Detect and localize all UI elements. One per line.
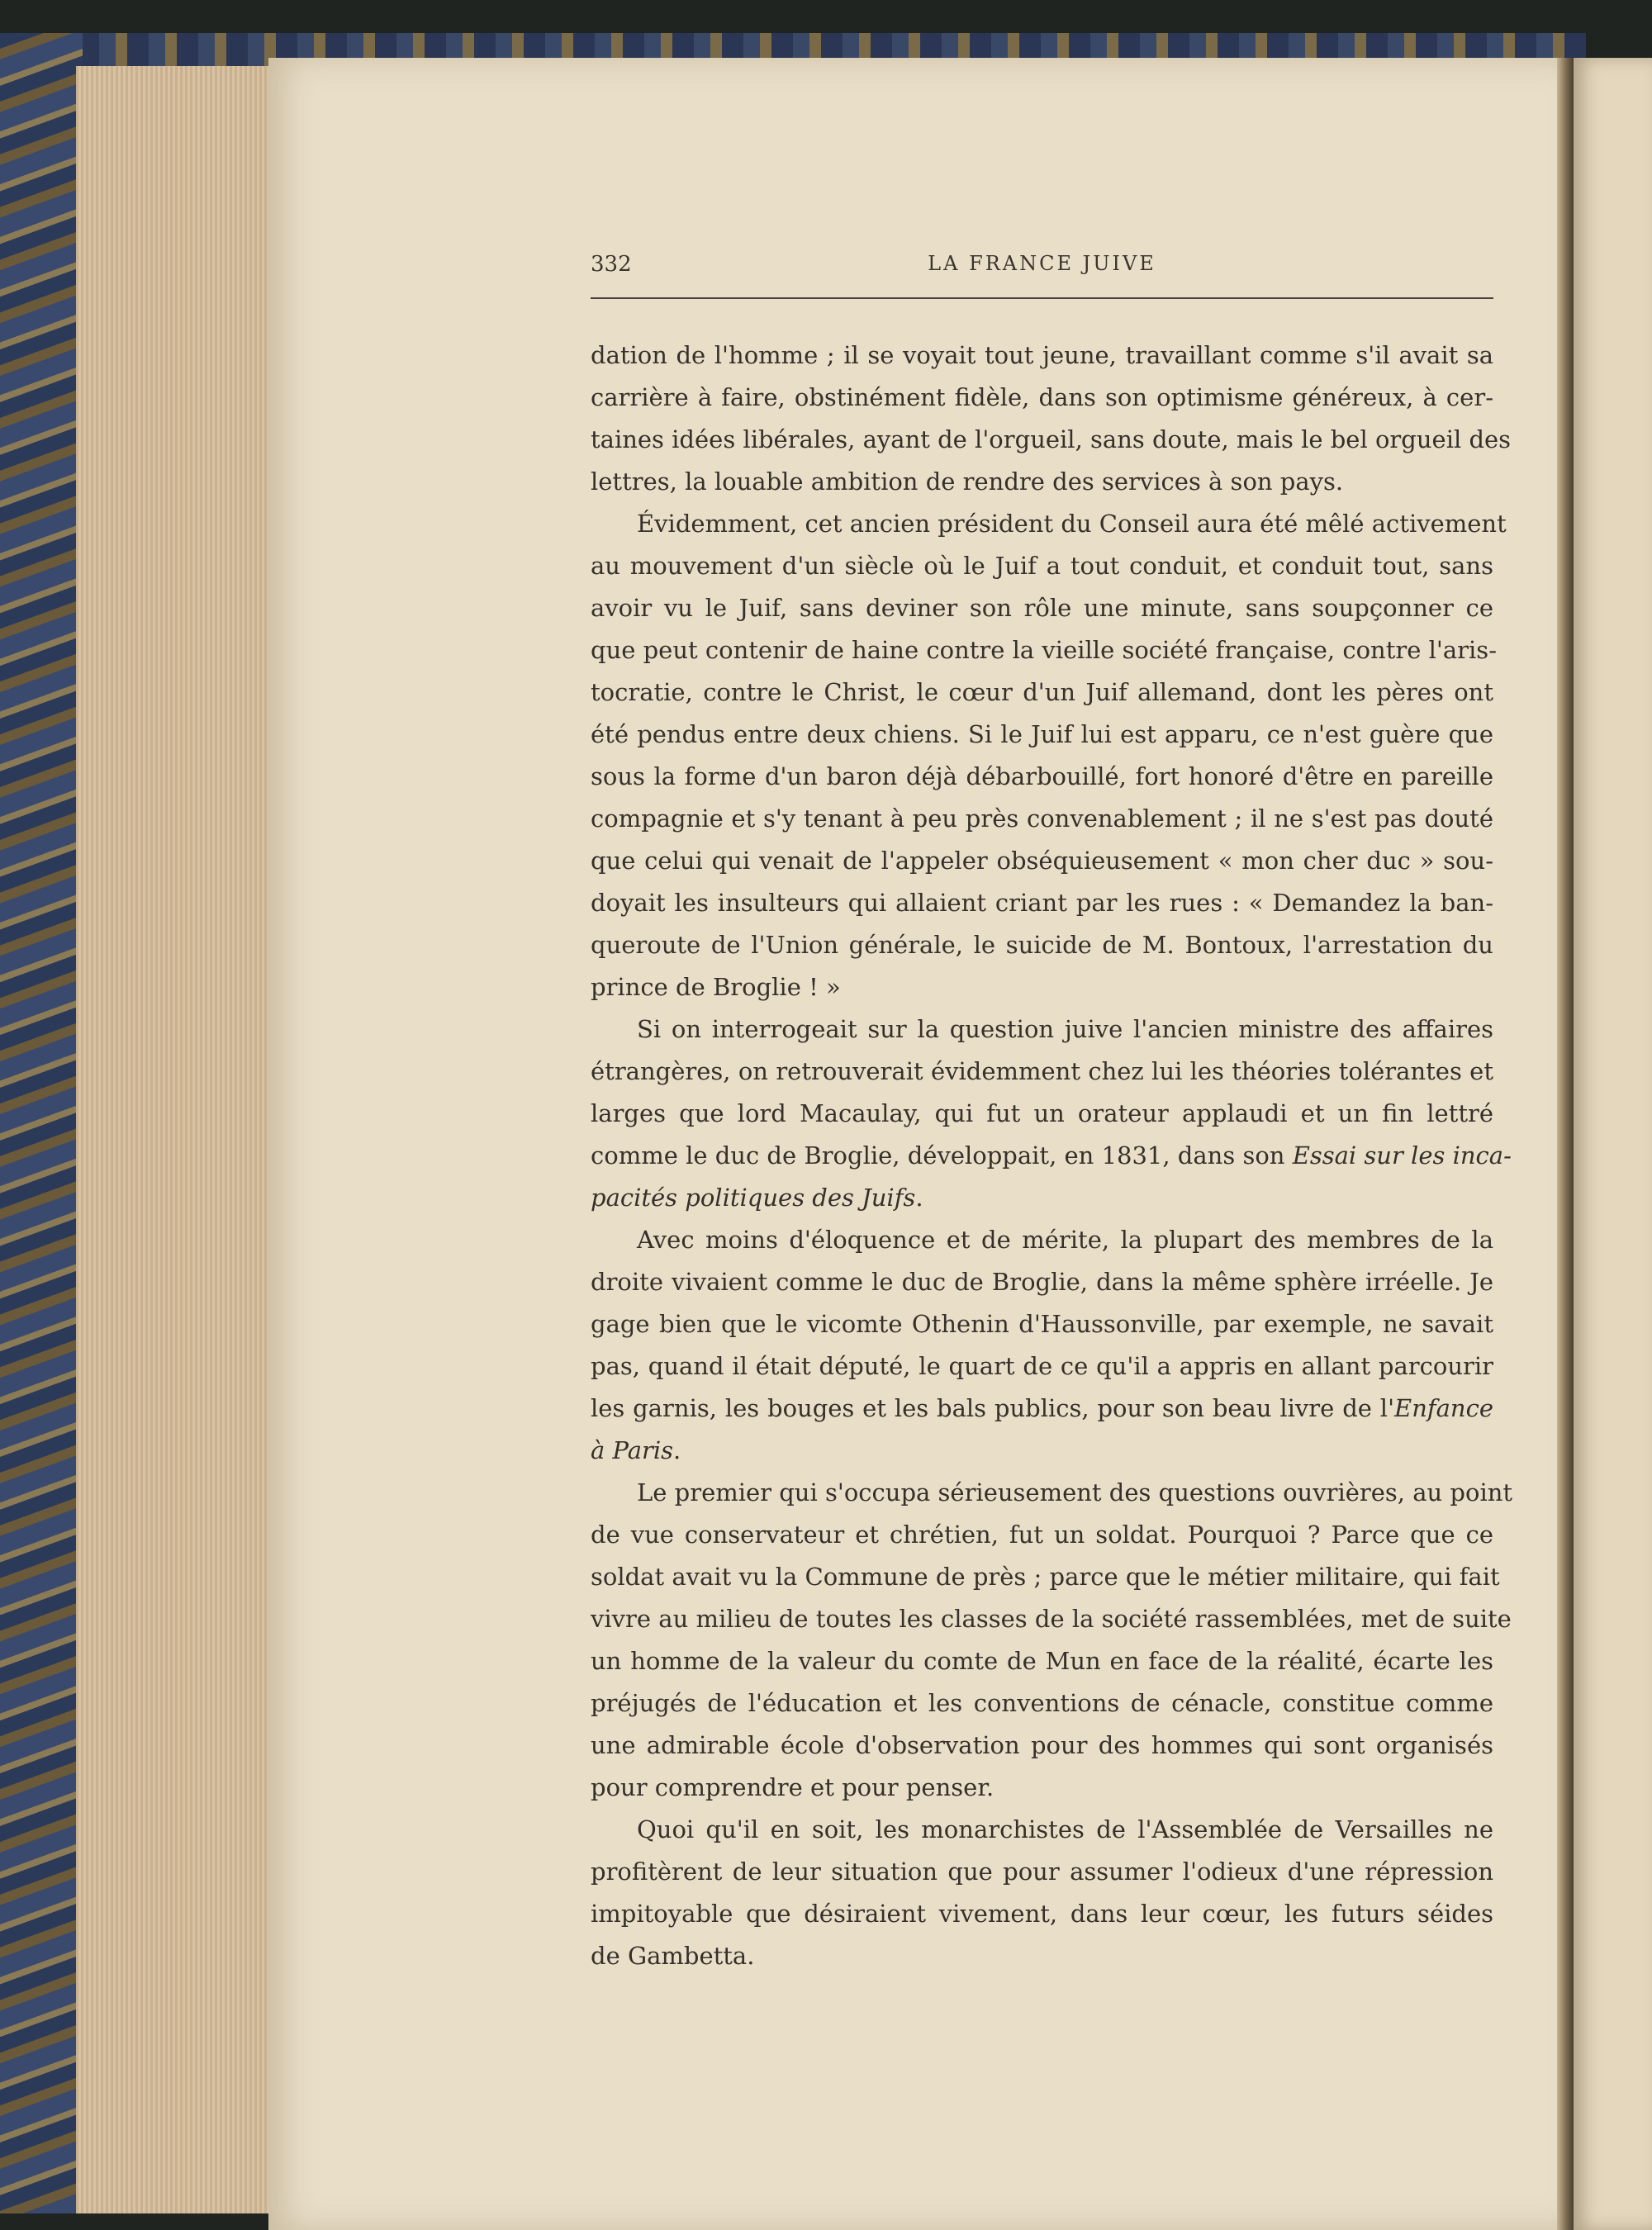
running-title: LA FRANCE JUIVE: [928, 252, 1156, 275]
text-line: [591, 882, 1493, 924]
text-line: [591, 587, 1493, 629]
page-number: 332: [591, 252, 632, 277]
text-span: lettres, la louable ambition de rendre des services à son pays.: [591, 467, 1344, 496]
text-span: soldat avait vu la Commune de près ; parce que le métier militaire, qui fait: [591, 1563, 1500, 1591]
text-line: [591, 503, 1507, 545]
text-span: Quoi qu'il en soit, les monarchistes de l'Assemblée de Versailles ne: [637, 1815, 1493, 1843]
paragraph: [591, 1008, 1512, 1219]
text-span: Si on interrogeait sur la question juive l'ancien ministre des affaires: [637, 1015, 1493, 1043]
text-line: [591, 1303, 1493, 1345]
text-span: gage bien que le vicomte Othenin d'Haussonville, par exemple, ne savait: [591, 1310, 1493, 1338]
book-gutter: [1557, 58, 1575, 2230]
text-span: été pendus entre deux chiens. Si le Juif lui est apparu, ce n'est guère que: [591, 720, 1493, 748]
text-line: [591, 1430, 1493, 1472]
text-span: vivre au milieu de toutes les classes de la société rassemblées, met de suite: [591, 1605, 1512, 1633]
text-line: [591, 1345, 1493, 1388]
text-line: [591, 1388, 1493, 1430]
italic-text: Enfance: [1394, 1394, 1493, 1422]
marbled-cover-edge: [0, 33, 83, 2213]
text-span: impitoyable que désiraient vivement, dans leur cœur, les futurs séides: [591, 1900, 1493, 1928]
text-line: [591, 419, 1512, 461]
text-line: [591, 1261, 1493, 1303]
text-line: [591, 966, 1493, 1008]
text-span: Évidemment, cet ancien président du Conseil aura été mêlé activement: [637, 510, 1507, 538]
text-span: comme le duc de Broglie, développait, en 1831, dans son: [591, 1141, 1293, 1170]
text-line: [591, 1219, 1493, 1261]
paragraph: [591, 1472, 1513, 1809]
text-span: au mouvement d'un siècle où le Juif a tout conduit, et conduit tout, sans: [591, 552, 1493, 580]
text-line: [591, 1514, 1493, 1556]
italic-text: pacités politiques des Juifs: [591, 1184, 916, 1212]
paragraph: [591, 334, 1512, 503]
paragraph: [591, 503, 1507, 1008]
text-span: préjugés de l'éducation et les conventions de cénacle, constitue comme: [591, 1689, 1493, 1717]
text-line: [591, 671, 1493, 714]
page-stack-edge: [76, 66, 274, 2213]
text-line: [591, 1893, 1493, 1935]
text-span: une admirable école d'observation pour des hommes qui sont organisés: [591, 1731, 1493, 1759]
text-span: larges que lord Macaulay, qui fut un orateur applaudi et un fin lettré: [591, 1099, 1493, 1127]
text-span: doyait les insulteurs qui allaient criant par les rues : « Demandez la ban-: [591, 889, 1493, 917]
text-span: .: [673, 1436, 681, 1464]
text-line: [591, 1177, 1493, 1219]
text-line: [591, 756, 1493, 798]
text-line: [591, 1008, 1493, 1051]
text-line: [591, 461, 1493, 503]
text-span: un homme de la valeur du comte de Mun en face de la réalité, écarte les: [591, 1647, 1493, 1675]
text-line: [591, 1051, 1493, 1093]
text-span: queroute de l'Union générale, le suicide de M. Bontoux, l'arrestation du: [591, 931, 1493, 959]
text-span: Le premier qui s'occupa sérieusement des questions ouvrières, au point: [637, 1478, 1513, 1506]
text-line: [591, 1725, 1493, 1767]
text-span: .: [915, 1184, 923, 1212]
text-span: compagnie et s'y tenant à peu près convenablement ; il ne s'est pas douté: [591, 804, 1493, 833]
text-span: taines idées libérales, ayant de l'orgueil, sans doute, mais le bel orgueil des: [591, 425, 1512, 453]
text-span: pas, quand il était député, le quart de ce qu'il a appris en allant parcourir: [591, 1352, 1493, 1380]
text-line: [591, 798, 1493, 840]
text-line: [591, 334, 1493, 377]
text-span: que celui qui venait de l'appeler obséquieusement « mon cher duc » sou-: [591, 847, 1493, 875]
text-line: [591, 377, 1493, 419]
text-line: [591, 1556, 1500, 1598]
text-line: [591, 1472, 1513, 1514]
text-span: sous la forme d'un baron déjà débarbouillé, fort honoré d'être en pareille: [591, 762, 1493, 790]
text-line: [591, 1093, 1493, 1135]
text-span: que peut contenir de haine contre la vieille société française, contre l'aris-: [591, 636, 1497, 664]
text-span: avoir vu le Juif, sans deviner son rôle une minute, sans soupçonner ce: [591, 594, 1493, 622]
text-span: droite vivaient comme le duc de Broglie, dans la même sphère irréelle. Je: [591, 1268, 1493, 1296]
text-span: Avec moins d'éloquence et de mérite, la plupart des membres de la: [637, 1226, 1493, 1254]
text-line: [591, 1935, 1493, 1977]
text-line: [591, 1598, 1512, 1640]
text-line: [591, 1682, 1493, 1725]
text-span: tocratie, contre le Christ, le cœur d'un Juif allemand, dont les pères ont: [591, 678, 1493, 706]
page-header: [591, 252, 1493, 285]
facing-page-edge: [1574, 58, 1652, 2230]
text-line: [591, 924, 1493, 966]
text-line: [591, 1135, 1512, 1177]
page-body-text: [591, 334, 1513, 1977]
text-span: étrangères, on retrouverait évidemment chez lui les théories tolérantes et: [591, 1057, 1493, 1085]
text-span: les garnis, les bouges et les bals publics, pour son beau livre de l': [591, 1394, 1395, 1422]
header-rule: [591, 297, 1493, 299]
paragraph: [591, 1219, 1493, 1472]
text-span: de Gambetta.: [591, 1942, 755, 1970]
text-span: de vue conservateur et chrétien, fut un soldat. Pourquoi ? Parce que ce: [591, 1521, 1493, 1549]
text-span: profitèrent de leur situation que pour assumer l'odieux d'une répression: [591, 1858, 1493, 1886]
text-line: [591, 1851, 1493, 1893]
italic-text: Essai sur les inca-: [1292, 1141, 1512, 1170]
paragraph: [591, 1809, 1493, 1977]
text-line: [591, 545, 1493, 587]
text-span: dation de l'homme ; il se voyait tout jeune, travaillant comme s'il avait sa: [591, 341, 1493, 369]
text-span: pour comprendre et pour penser.: [591, 1773, 995, 1801]
text-line: [591, 629, 1497, 671]
text-line: [591, 1767, 1493, 1809]
text-line: [591, 1640, 1493, 1682]
text-span: carrière à faire, obstinément fidèle, dans son optimisme généreux, à cer-: [591, 383, 1493, 411]
text-line: [591, 1809, 1493, 1851]
text-line: [591, 840, 1493, 882]
text-line: [591, 714, 1493, 756]
text-span: prince de Broglie ! »: [591, 973, 841, 1001]
italic-text: à Paris: [591, 1436, 674, 1464]
